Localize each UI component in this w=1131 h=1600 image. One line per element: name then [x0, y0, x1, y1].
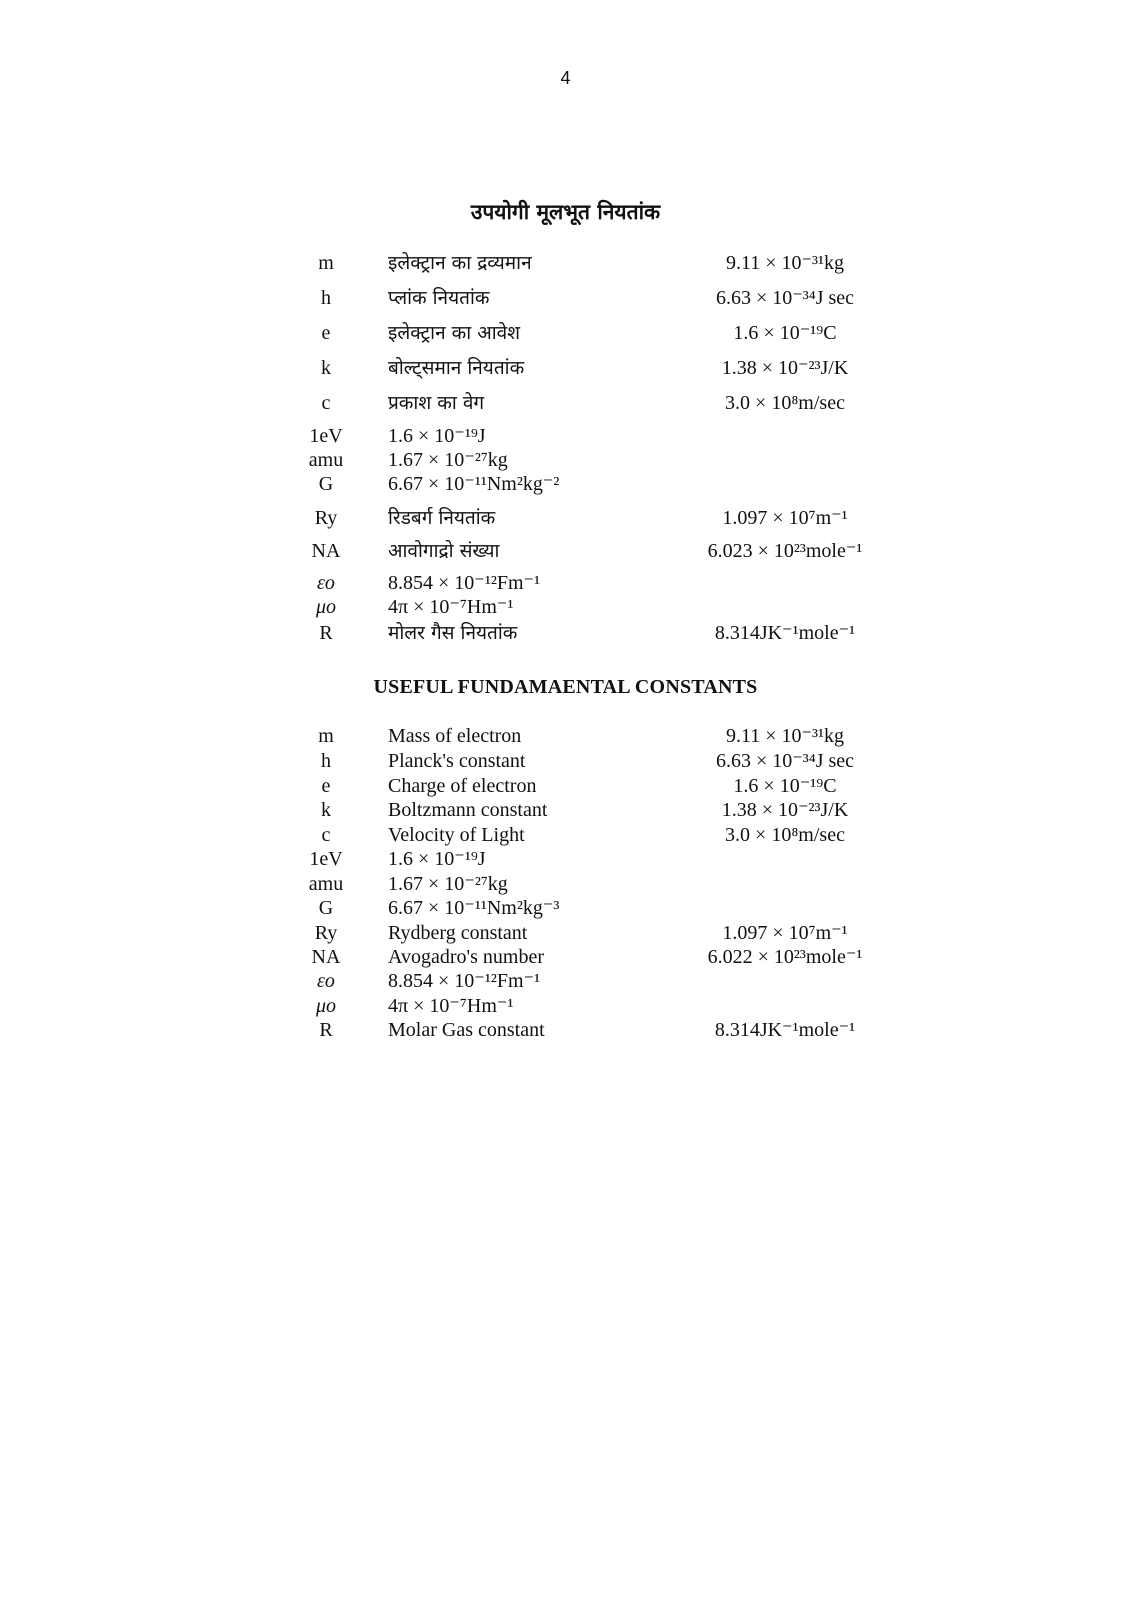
- constant-name: Planck's constant: [388, 750, 526, 772]
- table-row: [0, 594, 1131, 620]
- constant-symbol: μo: [315, 995, 337, 1017]
- constant-name: आवोगाद्रो संख्या: [388, 540, 500, 562]
- constant-value: 6.63 × 10⁻³⁴J sec: [715, 750, 855, 772]
- constant-symbol: εo: [317, 572, 335, 594]
- constant-symbol: G: [318, 897, 334, 919]
- constant-value: 3.0 × 10⁸m/sec: [725, 392, 845, 414]
- table-row: [0, 920, 1131, 946]
- page-number: 4: [560, 68, 571, 88]
- constant-name: Charge of electron: [388, 775, 537, 797]
- table-row: [0, 723, 1131, 749]
- table-row: [0, 944, 1131, 970]
- constant-name: Rydberg constant: [388, 922, 528, 944]
- constant-name: 6.67 × 10⁻¹¹Nm²kg⁻³: [388, 897, 560, 919]
- constant-name: 1.67 × 10⁻²⁷kg: [388, 449, 508, 471]
- constant-name: रिडबर्ग नियतांक: [388, 507, 496, 529]
- table-row: [0, 822, 1131, 848]
- constant-symbol: amu: [308, 449, 344, 471]
- constant-symbol: R: [319, 1019, 333, 1041]
- table-row: [0, 390, 1131, 416]
- constant-symbol: NA: [311, 540, 341, 562]
- constant-name: प्लांक नियतांक: [388, 287, 490, 309]
- constant-name: 1.6 × 10⁻¹⁹J: [388, 848, 486, 870]
- constant-name: इलेक्ट्रान का आवेश: [388, 322, 521, 344]
- table-row: [0, 968, 1131, 994]
- table-row: [0, 620, 1131, 646]
- constant-symbol: G: [318, 473, 334, 495]
- constant-value: 3.0 × 10⁸m/sec: [725, 824, 845, 846]
- hindi-section-heading: उपयोगी मूलभूत नियतांक: [470, 200, 661, 224]
- constant-value: 1.38 × 10⁻²³J/K: [721, 799, 849, 821]
- constant-value: 6.023 × 10²³mole⁻¹: [707, 540, 863, 562]
- table-row: [0, 320, 1131, 346]
- constant-symbol: k: [321, 357, 331, 379]
- constant-symbol: 1eV: [309, 848, 343, 870]
- constant-symbol: m: [318, 252, 334, 274]
- constant-name: Avogadro's number: [388, 946, 544, 968]
- table-row: [0, 773, 1131, 799]
- constant-symbol: Ry: [314, 507, 338, 529]
- table-row: [0, 1017, 1131, 1043]
- constant-symbol: 1eV: [309, 425, 343, 447]
- constant-symbol: amu: [308, 873, 344, 895]
- constant-symbol: m: [318, 725, 334, 747]
- table-row: [0, 423, 1131, 449]
- table-row: [0, 285, 1131, 311]
- constant-name: 8.854 × 10⁻¹²Fm⁻¹: [388, 970, 541, 992]
- constant-symbol: μo: [315, 596, 337, 618]
- table-row: [0, 993, 1131, 1019]
- constant-name: 4π × 10⁻⁷Hm⁻¹: [388, 596, 514, 618]
- constant-name: 6.67 × 10⁻¹¹Nm²kg⁻²: [388, 473, 560, 495]
- constant-name: मोलर गैस नियतांक: [388, 622, 518, 644]
- constant-value: 1.6 × 10⁻¹⁹C: [733, 322, 837, 344]
- table-row: [0, 895, 1131, 921]
- constant-value: 9.11 × 10⁻³¹kg: [725, 252, 845, 274]
- table-row: [0, 846, 1131, 872]
- constant-value: 6.022 × 10²³mole⁻¹: [707, 946, 863, 968]
- constant-symbol: k: [321, 799, 331, 821]
- constant-name: 1.6 × 10⁻¹⁹J: [388, 425, 486, 447]
- constant-value: 1.097 × 10⁷m⁻¹: [722, 922, 848, 944]
- constant-value: 8.314JK⁻¹mole⁻¹: [714, 1019, 856, 1041]
- table-row: [0, 471, 1131, 497]
- constant-value: 6.63 × 10⁻³⁴J sec: [715, 287, 855, 309]
- constant-symbol: R: [319, 622, 333, 644]
- constant-symbol: c: [321, 824, 331, 846]
- table-row: [0, 797, 1131, 823]
- table-row: [0, 871, 1131, 897]
- constant-symbol: h: [321, 750, 331, 772]
- constant-name: इलेक्ट्रान का द्रव्यमान: [388, 252, 532, 274]
- constant-name: Mass of electron: [388, 725, 522, 747]
- constant-symbol: NA: [311, 946, 341, 968]
- table-row: [0, 505, 1131, 531]
- table-row: [0, 355, 1131, 381]
- constant-symbol: h: [321, 287, 331, 309]
- constant-name: Boltzmann constant: [388, 799, 548, 821]
- table-row: [0, 538, 1131, 564]
- constant-name: 8.854 × 10⁻¹²Fm⁻¹: [388, 572, 541, 594]
- constant-value: 1.097 × 10⁷m⁻¹: [722, 507, 848, 529]
- constant-value: 1.38 × 10⁻²³J/K: [721, 357, 849, 379]
- constant-symbol: e: [321, 322, 331, 344]
- constant-name: Molar Gas constant: [388, 1019, 545, 1041]
- table-row: [0, 447, 1131, 473]
- constant-value: 8.314JK⁻¹mole⁻¹: [714, 622, 856, 644]
- constant-name: Velocity of Light: [388, 824, 525, 846]
- table-row: [0, 748, 1131, 774]
- constant-value: 1.6 × 10⁻¹⁹C: [733, 775, 837, 797]
- constant-name: 4π × 10⁻⁷Hm⁻¹: [388, 995, 514, 1017]
- constant-symbol: c: [321, 392, 331, 414]
- constant-symbol: Ry: [314, 922, 338, 944]
- constant-symbol: εo: [317, 970, 335, 992]
- table-row: [0, 250, 1131, 276]
- english-section-heading: USEFUL FUNDAMAENTAL CONSTANTS: [373, 676, 758, 698]
- constant-symbol: e: [321, 775, 331, 797]
- table-row: [0, 570, 1131, 596]
- constant-name: 1.67 × 10⁻²⁷kg: [388, 873, 508, 895]
- constant-value: 9.11 × 10⁻³¹kg: [725, 725, 845, 747]
- constant-name: बोल्ट्समान नियतांक: [388, 357, 525, 379]
- constant-name: प्रकाश का वेग: [388, 392, 485, 414]
